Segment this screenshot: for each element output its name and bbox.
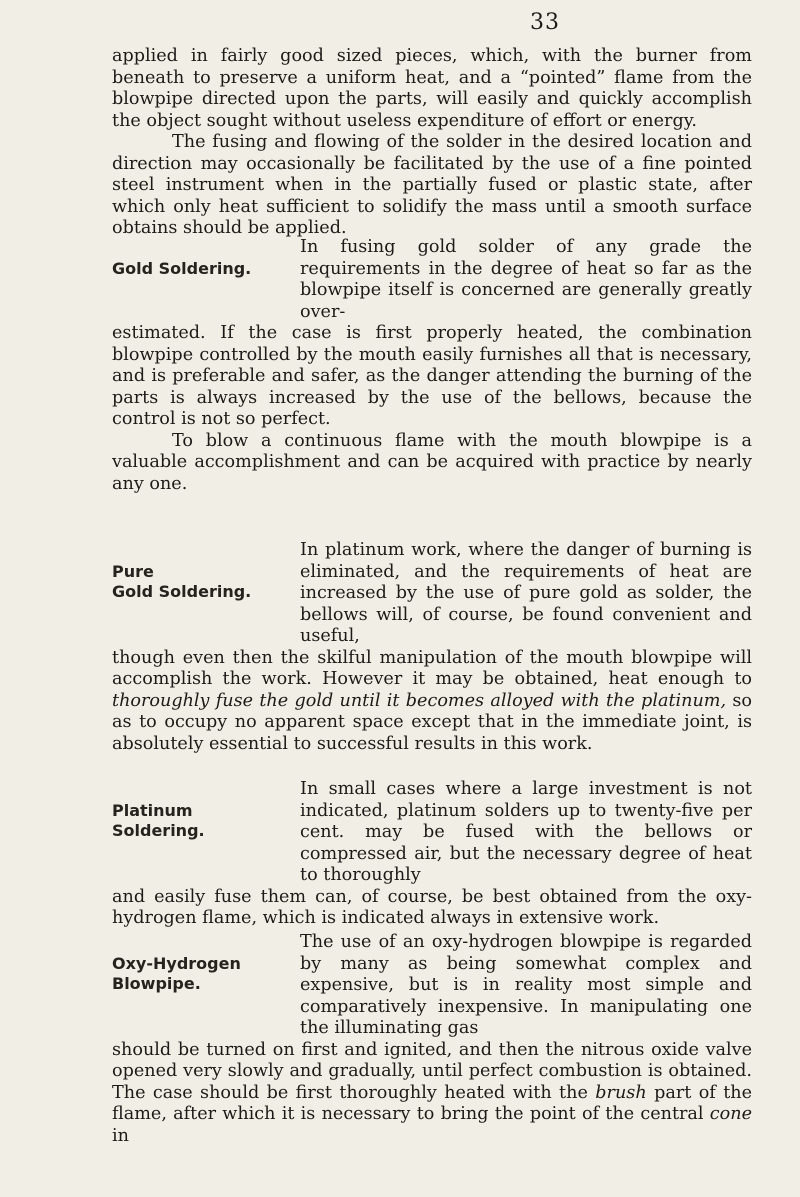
platinum-label: [112, 801, 282, 841]
gold-soldering-section: [112, 237, 752, 495]
pure-continuation-a: though even then the skilful manipulation of the mouth blowpipe will accomplish the work. However it may be obtained, heat enough to: [112, 647, 752, 689]
intro-paragraph: applied in fairly good sized pieces, which, with the burner from beneath to preserve a uniform heat, and a “pointed” flame from the blowpipe directed upon the parts, will easily and quickly accomplish the object sought without useless expenditure of effort or energy.: [112, 46, 752, 131]
pure-continuation-b: so as to occupy no apparent space except that in the immediate joint, is absolutely essential to successful results in this work.: [112, 690, 752, 754]
gold-side-text: In fusing gold solder of any grade the requirements in the degree of heat so far as the blowpipe itself is concerned are generally greatly over-: [300, 237, 752, 322]
pure-gold-section: [112, 540, 752, 755]
pure-continuation: [112, 648, 752, 756]
oxy-italic-cone: cone: [709, 1104, 752, 1124]
gold-continuation: estimated. If the case is first properly heated, the combination blowpipe controlled by the mouth easily furnishes all that is necessary, and is preferable and safer, as the danger attending the burning of the parts is always increased by the use of the bellows, because the control is not so perfect.: [112, 323, 752, 429]
platinum-side-text: In small cases where a large investment is not indicated, platinum solders up to twenty-five per cent. may be fused with the bellows or compressed air, but the necessary degree of heat to thoroughly: [300, 779, 752, 885]
pure-gold-label-line2: Gold Soldering.: [112, 582, 252, 601]
pure-gold-label: [112, 562, 282, 602]
pure-italic-phrase: thoroughly fuse the gold until it becomes alloyed with the platinum,: [112, 690, 727, 711]
pure-gold-label-line1: Pure: [112, 562, 154, 581]
oxy-continuation-a: should be turned on first and ignited, and then the nitrous oxide valve opened very slowly and gradually, until perfect combustion is obtained. The case should be first thoroughly heated with the: [112, 1039, 752, 1103]
platinum-label-line1: Platinum: [112, 801, 193, 820]
fusing-paragraph: The fusing and flowing of the solder in the desired location and direction may occasionally be facilitated by the use of a fine pointed steel instrument when in the partially fused or plastic state, after which only heat sufficient to solidify the mass until a smooth surface obtains should be applied.: [112, 132, 752, 238]
top-text: [112, 46, 752, 240]
oxy-label-line1: Oxy-Hydrogen: [112, 954, 241, 973]
oxy-label-line2: Blowpipe.: [112, 974, 201, 993]
oxy-side-text: The use of an oxy-hydrogen blowpipe is regarded by many as being somewhat complex and expensive, but is in reality most simple and comparatively inexpensive. In manipulating one the illuminating gas: [300, 932, 752, 1038]
platinum-label-line2: Soldering.: [112, 821, 205, 840]
pure-side-text: In platinum work, where the danger of burning is eliminated, and the requirements of heat are increased by the use of pure gold as solder, the bellows will, of course, be found convenient and useful,: [300, 540, 752, 646]
gold-soldering-label: Gold Soldering.: [112, 259, 252, 278]
oxy-italic-brush: brush: [595, 1082, 647, 1103]
oxy-continuation-b: part of the flame, after which it is necessary to bring the point of the central: [112, 1082, 753, 1124]
page-number: 33: [530, 10, 560, 35]
blow-paragraph: To blow a continuous flame with the mouth blowpipe is a valuable accomplishment and can be acquired with practice by nearly any one.: [112, 430, 752, 494]
oxy-continuation-c: in: [112, 1125, 129, 1146]
oxy-continuation: [112, 1040, 752, 1148]
platinum-section: [112, 779, 752, 930]
oxy-hydrogen-section: [112, 932, 752, 1147]
platinum-continuation: and easily fuse them can, of course, be best obtained from the oxy-hydrogen flame, which is indicated always in extensive work.: [112, 886, 752, 928]
oxy-hydrogen-label: [112, 954, 282, 994]
